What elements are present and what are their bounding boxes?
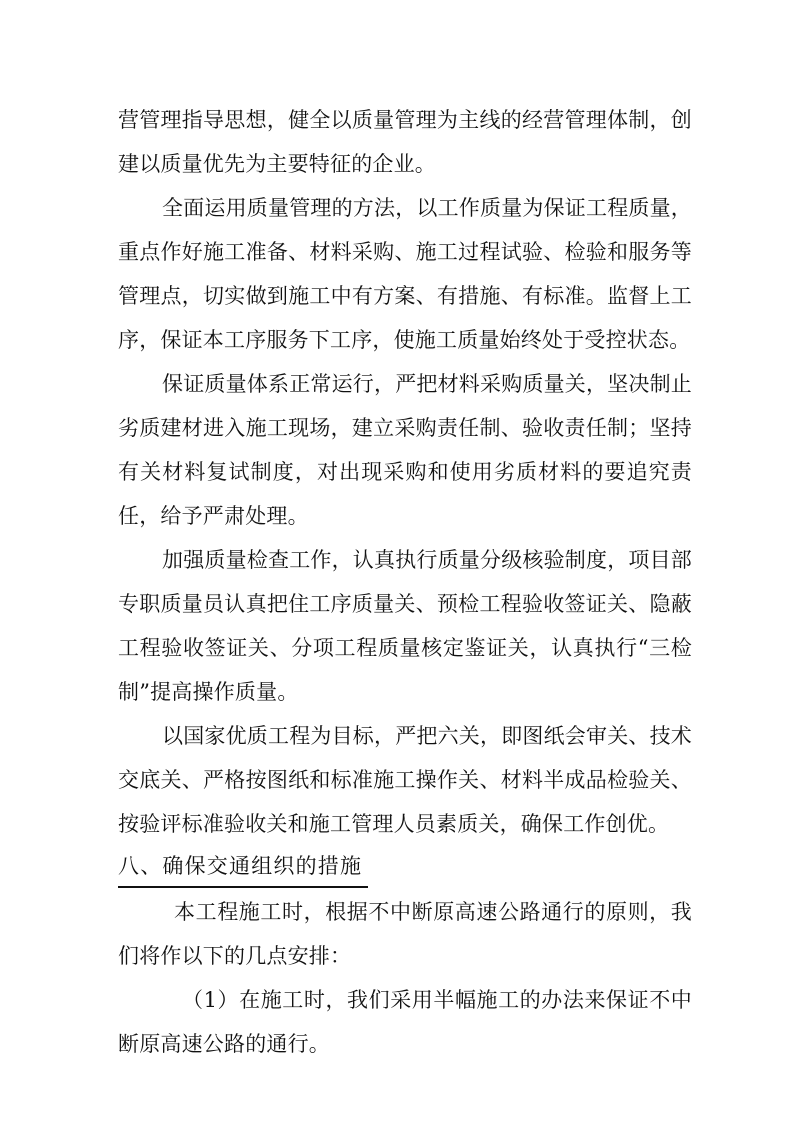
document-page (118, 98, 692, 1066)
paragraph-quality-methods: 全面运用质量管理的方法，以工作质量为保证工程质量，重点作好施工准备、材料采购、施工过程试验、检验和服务等管理点，切实做到施工中有方案、有措施、有标准。监督上工序，保证本工序服务下工序，使施工质量始终处于受控状态。 (118, 196, 692, 352)
section-heading: 八、确保交通组织的措施 (118, 846, 368, 888)
paragraph-traffic-intro: 本工程施工时，根据不中断原高速公路通行的原则，我们将作以下的几点安排： (118, 900, 692, 968)
paragraph-quality-philosophy: 营管理指导思想，健全以质量管理为主线的经营管理体制，创建以质量优先为主要特征的企业。 (118, 108, 692, 176)
paragraph-quality-inspection: 加强质量检查工作，认真执行质量分级核验制度，项目部专职质量员认真把住工序质量关、预检工程验收签证关、隐蔽工程验收签证关、分项工程质量核定鉴证关，认真执行“三检制”提高操作质量。 (118, 548, 692, 704)
section-heading-wrapper (118, 846, 692, 888)
paragraph-material-control: 保证质量体系正常运行，严把材料采购质量关，坚决制止劣质建材进入施工现场，建立采购责任制、验收责任制；坚持有关材料复试制度，对出现采购和使用劣质材料的要追究责任，给予严肃处理。 (118, 372, 692, 528)
paragraph-traffic-item-1: （1）在施工时，我们采用半幅施工的办法来保证不中断原高速公路的通行。 (118, 988, 692, 1056)
paragraph-national-goal: 以国家优质工程为目标，严把六关，即图纸会审关、技术交底关、严格按图纸和标准施工操作关、材料半成品检验关、按验评标准验收关和施工管理人员素质关，确保工作创优。 (118, 724, 692, 836)
